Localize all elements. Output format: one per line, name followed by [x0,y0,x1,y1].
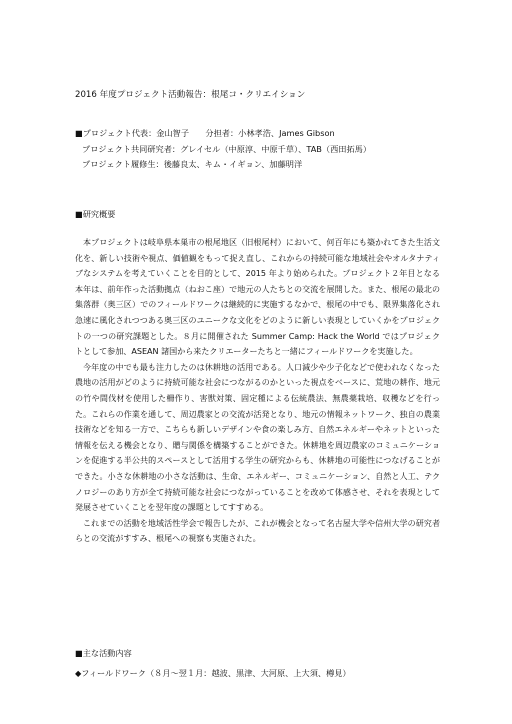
co-researchers-line: プロジェクト共同研究者：グレイセル（中原淳、中原千草）、TAB（西田拓馬） [82,143,372,154]
paragraph: これまでの活動を地域活性学会で報告したが、これが機会となって名古屋大学や信州大学の研究者らとの交流がすすみ、根尾への視察も実施された。 [75,518,440,544]
overview-body [75,235,440,547]
activities-heading: ■主な活動内容 [75,648,132,658]
paragraph: 今年度の中でも最も注力したのは休耕地の活用である。人口減少や少子化などで使われなくなった農地の活用がどのように持続可能な社会につながるのかといった視点をベースに、荒地の耕作、地元の竹や間伐材を使用した柵作り、害獣対策、固定種による伝統農法、無農薬栽培、収穫などを行った。これらの作業を通して、周辺農家との交流が活発となり、地元の情報ネットワーク、独自の農業技術などを知る一方で、こちらも新しいデザインや食の楽しみ方、自然エネルギーやネットといった情報を伝える機会となり、贈与関係を構築することができた。休耕地を周辺農家のコミュニケーションを促進する半公共的スペースとして活用する学生の研究からも、休耕地の可能性につなげることができた。小さな休耕地の小さな活動は、生命、エネルギー、コミュニケーション、自然と人工、テクノロジーのあり方が全て持続可能な社会につながっていることを改めて体感させ、それを表現として発展させていくことを翌年度の課題としてすすめる。 [75,362,440,513]
paragraph: 本プロジェクトは岐阜県本巣市の根尾地区（旧根尾村）において、何百年にも築かれてきた生活文化を、新しい技術や視点、価値観をもって捉え直し、これからの持続可能な地域社会やオルタナティブなシステムを考えていくことを目的として、2015 年より始められた。プロジェクト２年目となる本年は、前年作った活動拠点（ねおこ座）で地元の人たちとの交流を展開した。また、根尾の最北の集落群（奥三区）でのフィールドワークは継続的に実施するなかで、根尾の中でも、限界集落化され急速に風化されつつある奥三区のユニークな文化をどのように新しい表現としていくかをプロジェクトの一つの研究課題とした。８月に開催された Summer Camp: Hack the World ではプロジェクトとして参加、ASEAN 諸国から来たクリエーターたちと一緒にフィールドワークを実施した。 [75,238,440,357]
document-title: 2016 年度プロジェクト活動報告：根尾コ・クリエイション [75,90,306,100]
students-line: プロジェクト履修生：後藤良太、キム・イギョン、加藤明洋 [82,159,303,169]
activity-item: ◆フィールドワーク（８月〜翌１月：越波、黒津、大河原、上大須、樽見） [75,668,351,678]
project-members [75,126,371,173]
overview-heading: ■研究概要 [75,209,116,219]
project-lead-line: ■プロジェクト代表：金山智子 分担者：小林孝浩、James Gibson [75,128,335,138]
